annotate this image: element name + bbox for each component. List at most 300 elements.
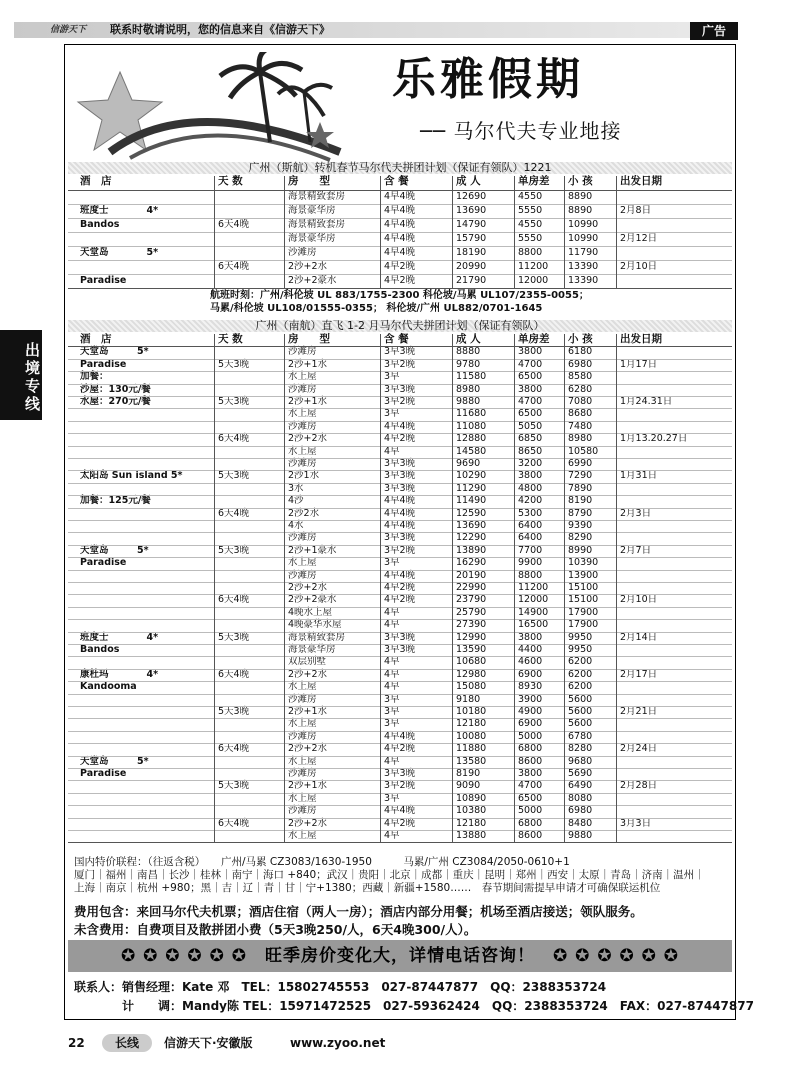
cell-room: 水上屋 <box>288 445 317 457</box>
cell-room: 双层别墅 <box>288 656 327 668</box>
row-divider <box>68 557 732 558</box>
cell-adult: 8190 <box>456 768 481 779</box>
cell-room: 4水 <box>288 520 304 531</box>
cell-child: 7480 <box>568 420 593 432</box>
table-row <box>68 669 732 681</box>
cell-meal: 4早2晚 <box>384 743 416 755</box>
cell-meal: 4早4晚 <box>384 495 416 507</box>
column-header: 酒 店 <box>80 333 112 345</box>
side-section-tab: 出境专线 <box>0 330 42 420</box>
cell-adult: 11580 <box>456 371 487 383</box>
cell-meal: 3早3晚 <box>384 458 416 469</box>
cell-adult: 14790 <box>456 219 487 230</box>
cell-days: 6天4晚 <box>218 261 250 272</box>
cell-room: 水上屋 <box>288 371 317 383</box>
cell-meal: 3早3晚 <box>384 644 416 655</box>
table-row <box>68 408 732 420</box>
cell-child: 8980 <box>568 433 593 445</box>
table-row <box>68 743 732 755</box>
cell-adult: 12590 <box>456 507 487 519</box>
cell-single: 4700 <box>518 396 543 407</box>
column-header: 出发日期 <box>620 333 662 345</box>
cell-adult: 11680 <box>456 408 487 420</box>
table-row <box>68 260 732 274</box>
cell-single: 8800 <box>518 247 543 258</box>
cell-date: 2月21日 <box>620 706 658 717</box>
row-divider <box>68 218 732 219</box>
cell-single: 6800 <box>518 743 543 755</box>
cell-adult: 10380 <box>456 805 487 817</box>
cell-adult: 11490 <box>456 495 487 507</box>
cell-meal: 4早4晚 <box>384 805 416 817</box>
cell-child: 9950 <box>568 631 593 643</box>
cell-child: 10580 <box>568 445 599 457</box>
cell-single: 12000 <box>518 594 549 606</box>
cell-single: 6500 <box>518 408 543 420</box>
cell-hotel: 天堂岛 5* <box>80 346 149 358</box>
column-divider <box>214 334 215 842</box>
cell-meal: 4早4晚 <box>384 205 416 216</box>
cell-hotel: 太阳岛 Sun island 5* <box>80 470 183 482</box>
cell-days: 6天4晚 <box>218 219 250 230</box>
row-divider <box>68 260 732 261</box>
row-divider <box>68 495 732 496</box>
table-border <box>68 288 732 289</box>
cell-meal: 3早3晚 <box>384 768 416 779</box>
cell-room: 4晚豪华水屋 <box>288 619 342 631</box>
cell-single: 5550 <box>518 233 543 244</box>
cell-adult: 13880 <box>456 830 487 841</box>
publication-logo: 信游天下 <box>50 25 87 35</box>
cell-room: 4晚水上屋 <box>288 606 333 618</box>
cell-child: 9880 <box>568 830 593 841</box>
fee-excluded: 未含费用：自费项目及散拼团小费（5天3晚250/人，6天4晚300/人）。 <box>74 922 477 937</box>
table-row <box>68 570 732 582</box>
cell-child: 8680 <box>568 408 593 420</box>
cell-room: 水上屋 <box>288 557 317 569</box>
cell-adult: 18190 <box>456 247 487 258</box>
table-row <box>68 594 732 606</box>
contact-sales: 联系人：销售经理：Kate 邓 TEL：15802745553 027-87447877 QQ：2388353724 <box>74 980 607 994</box>
table-row <box>68 433 732 445</box>
cell-meal: 4早4晚 <box>384 219 416 230</box>
cell-adult: 9690 <box>456 458 481 469</box>
cell-child: 7290 <box>568 470 593 482</box>
cell-hotel: Paradise <box>80 358 127 370</box>
cell-child: 6980 <box>568 358 593 370</box>
cell-days: 5天3晚 <box>218 470 250 482</box>
row-divider <box>68 656 732 657</box>
cell-adult: 11290 <box>456 482 487 494</box>
cell-room: 海景精致套房 <box>288 631 346 643</box>
cell-adult: 15790 <box>456 233 487 244</box>
cell-child: 5600 <box>568 706 593 717</box>
row-divider <box>68 396 732 397</box>
cell-date: 2月14日 <box>620 631 658 643</box>
column-divider <box>380 176 381 288</box>
cell-adult: 12990 <box>456 631 487 643</box>
cell-room: 沙滩房 <box>288 247 317 258</box>
tropical-logo-art <box>70 52 350 164</box>
column-divider <box>284 176 285 288</box>
table-row <box>68 446 732 458</box>
column-header: 天 数 <box>218 333 243 345</box>
cell-room: 3水 <box>288 482 304 494</box>
cell-meal: 3早3晚 <box>384 532 416 544</box>
cell-child: 5690 <box>568 768 593 779</box>
cell-single: 4700 <box>518 780 543 792</box>
cell-date: 1月17日 <box>620 358 658 370</box>
table-row <box>68 204 732 218</box>
row-divider <box>68 458 732 459</box>
cell-room: 2沙+2水 <box>288 743 328 755</box>
cell-meal: 4早 <box>384 619 400 631</box>
column-header: 含 餐 <box>384 333 409 345</box>
cell-room: 2沙+2水 <box>288 433 328 445</box>
cell-meal: 4早4晚 <box>384 730 416 742</box>
cell-room: 沙滩房 <box>288 458 317 469</box>
table-row <box>68 396 732 408</box>
row-divider <box>68 232 732 233</box>
domestic-fares-line2: 厦门｜福州｜南昌｜长沙｜桂林｜南宁｜海口 +840；武汉｜贵阳｜北京｜成都｜重庆｜昆明｜郑州｜西安｜太原｜青岛｜济南｜温州｜ <box>74 869 705 881</box>
table-row <box>68 384 732 396</box>
cell-child: 5600 <box>568 693 593 705</box>
cell-meal: 4早4晚 <box>384 569 416 581</box>
table-header <box>68 176 732 190</box>
cell-meal: 4早 <box>384 656 400 668</box>
cell-adult: 11880 <box>456 743 487 755</box>
cell-meal: 4早2晚 <box>384 261 416 272</box>
cell-room: 海景精致套房 <box>288 191 346 202</box>
cell-date: 1月13.20.27日 <box>620 433 688 445</box>
table-row <box>68 421 732 433</box>
column-header: 房 型 <box>288 333 330 345</box>
cell-meal: 3早 <box>384 408 400 420</box>
table-border <box>68 190 732 191</box>
cell-single: 6500 <box>518 792 543 804</box>
cell-child: 8080 <box>568 792 593 804</box>
row-divider <box>68 594 732 595</box>
section2-title: 广州（南航）直飞 1-2 月马尔代夫拼团计划（保证有领队） <box>68 320 732 332</box>
cell-child: 15100 <box>568 594 599 606</box>
cell-days: 5天3晚 <box>218 706 250 717</box>
table-row <box>68 632 732 644</box>
row-divider <box>68 780 732 781</box>
cell-single: 6900 <box>518 718 543 730</box>
cell-room: 海景精致套房 <box>288 219 346 230</box>
column-header: 房 型 <box>288 175 330 187</box>
table-row <box>68 731 732 743</box>
cell-room: 2沙2水 <box>288 507 320 519</box>
cell-single: 5000 <box>518 805 543 817</box>
row-divider <box>68 805 732 806</box>
cell-child: 8990 <box>568 544 593 556</box>
cell-adult: 13590 <box>456 644 487 655</box>
promo-banner: ✪ ✪ ✪ ✪ ✪ ✪ 旺季房价变化大，详情电话咨询！ ✪ ✪ ✪ ✪ ✪ ✪ <box>68 940 732 972</box>
cell-child: 6490 <box>568 780 593 792</box>
cell-room: 沙滩房 <box>288 805 317 817</box>
row-divider <box>68 274 732 275</box>
row-divider <box>68 669 732 670</box>
table-row <box>68 359 732 371</box>
cell-single: 6800 <box>518 817 543 829</box>
cell-days: 6天4晚 <box>218 507 250 519</box>
cell-child: 8480 <box>568 817 593 829</box>
cell-days: 5天3晚 <box>218 544 250 556</box>
cell-child: 8290 <box>568 532 593 544</box>
row-divider <box>68 545 732 546</box>
cell-meal: 3早3晚 <box>384 383 416 395</box>
cell-single: 12000 <box>518 275 549 286</box>
table-row <box>68 218 732 232</box>
cell-meal: 3早3晚 <box>384 482 416 494</box>
row-divider <box>68 818 732 819</box>
cell-single: 8650 <box>518 445 543 457</box>
publication-name: 信游天下·安徽版 <box>164 1036 253 1050</box>
column-header: 成 人 <box>456 333 481 345</box>
cell-child: 9390 <box>568 520 593 531</box>
table-border <box>68 842 732 843</box>
cell-meal: 4早 <box>384 606 400 618</box>
cell-child: 9680 <box>568 755 593 767</box>
row-divider <box>68 582 732 583</box>
cell-meal: 3早2晚 <box>384 396 416 407</box>
table-row <box>68 694 732 706</box>
row-divider <box>68 756 732 757</box>
cell-single: 6850 <box>518 433 543 445</box>
cell-meal: 3早3晚 <box>384 346 416 358</box>
column-header: 单房差 <box>518 175 550 187</box>
cell-hotel: Bandos <box>80 219 120 230</box>
cell-adult: 27390 <box>456 619 487 631</box>
cell-child: 6180 <box>568 346 593 358</box>
table-row <box>68 520 732 532</box>
fee-included: 费用包含：来回马尔代夫机票；酒店住宿（两人一房）；酒店内部分用餐；机场至酒店接送；领队服务。 <box>74 904 643 919</box>
website-link[interactable]: www.zyoo.net <box>290 1036 386 1050</box>
column-divider <box>616 334 617 842</box>
row-divider <box>68 793 732 794</box>
cell-child: 11790 <box>568 247 599 258</box>
cell-date: 2月3日 <box>620 507 652 519</box>
cell-child: 13900 <box>568 569 599 581</box>
cell-room: 2沙+2水 <box>288 817 328 829</box>
cell-hotel: 加餐：125元/餐 <box>80 495 151 507</box>
cell-hotel: 水屋：270元/餐 <box>80 396 151 407</box>
cell-child: 6200 <box>568 681 593 693</box>
domestic-fares-line1: 国内特价联程：（往返含税） 广州/马累 CZ3083/1630-1950 马累/广州 CZ3084/2050-0610+1 <box>74 856 570 868</box>
cell-hotel: 天堂岛 5* <box>80 247 159 258</box>
cell-days: 5天3晚 <box>218 780 250 792</box>
row-divider <box>68 483 732 484</box>
cell-single: 5300 <box>518 507 543 519</box>
cell-single: 4800 <box>518 482 543 494</box>
cell-meal: 4早4晚 <box>384 191 416 202</box>
column-header: 小 孩 <box>568 333 593 345</box>
cell-child: 6990 <box>568 458 593 469</box>
cell-meal: 4早2晚 <box>384 817 416 829</box>
row-divider <box>68 433 732 434</box>
cell-adult: 13580 <box>456 755 487 767</box>
cell-adult: 15080 <box>456 681 487 693</box>
cell-single: 5050 <box>518 420 543 432</box>
cell-room: 沙滩房 <box>288 420 317 432</box>
cell-single: 6400 <box>518 520 543 531</box>
cell-adult: 10180 <box>456 706 487 717</box>
column-header: 出发日期 <box>620 175 662 187</box>
row-divider <box>68 532 732 533</box>
cell-child: 6780 <box>568 730 593 742</box>
cell-single: 9900 <box>518 557 543 569</box>
table-row <box>68 532 732 544</box>
cell-hotel: 班度士 4* <box>80 205 159 216</box>
cell-adult: 12180 <box>456 817 487 829</box>
cell-date: 2月10日 <box>620 261 658 272</box>
cell-hotel: 沙屋：130元/餐 <box>80 383 151 395</box>
table-row <box>68 346 732 358</box>
row-divider <box>68 731 732 732</box>
row-divider <box>68 743 732 744</box>
cell-child: 13390 <box>568 261 599 272</box>
cell-single: 3800 <box>518 383 543 395</box>
cell-room: 水上屋 <box>288 681 317 693</box>
column-divider <box>284 334 285 842</box>
cell-adult: 12690 <box>456 191 487 202</box>
ad-tag: 广告 <box>690 22 738 40</box>
cell-child: 6200 <box>568 668 593 680</box>
column-header: 酒 店 <box>80 175 112 187</box>
column-divider <box>214 176 215 288</box>
cell-meal: 3早 <box>384 706 400 717</box>
row-divider <box>68 408 732 409</box>
cell-adult: 22990 <box>456 582 487 593</box>
header-notice: 联系时敬请说明，您的信息来自《信游天下》 <box>110 23 330 36</box>
cell-child: 6280 <box>568 383 593 395</box>
cell-date: 2月10日 <box>620 594 658 606</box>
table-row <box>68 619 732 631</box>
table-row <box>68 190 732 204</box>
row-divider <box>68 508 732 509</box>
flight-schedule-2: 马累/科伦坡 UL108/01555-0355； 科伦坡/广州 UL882/0701-1645 <box>210 303 543 314</box>
cell-adult: 10680 <box>456 656 487 668</box>
cell-meal: 3早3晚 <box>384 470 416 482</box>
cell-child: 17900 <box>568 619 599 631</box>
cell-adult: 13690 <box>456 205 487 216</box>
cell-single: 4400 <box>518 644 543 655</box>
cell-single: 8800 <box>518 569 543 581</box>
cell-date: 2月12日 <box>620 233 658 244</box>
cell-adult: 12180 <box>456 718 487 730</box>
cell-room: 水上屋 <box>288 408 317 420</box>
cell-single: 3900 <box>518 693 543 705</box>
table-row <box>68 545 732 557</box>
cell-adult: 10290 <box>456 470 487 482</box>
cell-hotel: 加餐： <box>80 371 109 383</box>
cell-meal: 3早 <box>384 792 400 804</box>
row-divider <box>68 619 732 620</box>
cell-room: 沙滩房 <box>288 693 317 705</box>
cell-date: 2月7日 <box>620 544 652 556</box>
cell-room: 沙滩房 <box>288 383 317 395</box>
row-divider <box>68 706 732 707</box>
row-divider <box>68 520 732 521</box>
cell-room: 2沙+1豪水 <box>288 544 337 556</box>
cell-hotel: 班度士 4* <box>80 631 159 643</box>
cell-adult: 23790 <box>456 594 487 606</box>
table-border <box>68 346 732 347</box>
brand-tagline: ── 马尔代夫专业地接 <box>420 119 622 143</box>
cell-date: 2月24日 <box>620 743 658 755</box>
cell-meal: 4早 <box>384 755 400 767</box>
cell-adult: 16290 <box>456 557 487 569</box>
cell-meal: 4早 <box>384 668 400 680</box>
cell-single: 3800 <box>518 768 543 779</box>
cell-date: 3月3日 <box>620 817 652 829</box>
cell-days: 6天4晚 <box>218 817 250 829</box>
cell-hotel: 天堂岛 5* <box>80 544 149 556</box>
table-row <box>68 756 732 768</box>
cell-adult: 9180 <box>456 693 481 705</box>
row-divider <box>68 694 732 695</box>
column-divider <box>514 334 515 842</box>
cell-days: 6天4晚 <box>218 668 250 680</box>
cell-single: 4900 <box>518 706 543 717</box>
cell-child: 8190 <box>568 495 593 507</box>
cell-meal: 3早 <box>384 557 400 569</box>
cell-room: 海景豪华房 <box>288 205 336 216</box>
cell-adult: 20990 <box>456 261 487 272</box>
cell-room: 2沙+2豪水 <box>288 275 337 286</box>
cell-meal: 4早 <box>384 445 400 457</box>
cell-adult: 11080 <box>456 420 487 432</box>
cell-hotel: Paradise <box>80 557 127 569</box>
table-row <box>68 458 732 470</box>
table-row <box>68 483 732 495</box>
cell-child: 10990 <box>568 233 599 244</box>
row-divider <box>68 204 732 205</box>
row-divider <box>68 570 732 571</box>
table-row <box>68 681 732 693</box>
cell-hotel: 天堂岛 5* <box>80 755 149 767</box>
cell-adult: 10080 <box>456 730 487 742</box>
cell-single: 8930 <box>518 681 543 693</box>
page-number: 22 <box>68 1036 85 1050</box>
table-row <box>68 656 732 668</box>
cell-child: 6200 <box>568 656 593 668</box>
cell-child: 9950 <box>568 644 593 655</box>
cell-single: 5000 <box>518 730 543 742</box>
flight-schedule-1: 航班时刻：广州/科伦坡 UL 883/1755-2300 科伦坡/马累 UL107/2355-0055； <box>210 290 589 301</box>
cell-hotel: Paradise <box>80 275 127 286</box>
cell-child: 8580 <box>568 371 593 383</box>
header <box>0 0 800 40</box>
cell-adult: 9780 <box>456 358 481 370</box>
cell-single: 3800 <box>518 470 543 482</box>
cell-room: 2沙+2水 <box>288 582 328 593</box>
cell-adult: 12290 <box>456 532 487 544</box>
cell-meal: 3早2晚 <box>384 780 416 792</box>
cell-room: 2沙+1水 <box>288 706 328 717</box>
cell-single: 6400 <box>518 532 543 544</box>
cell-days: 5天3晚 <box>218 358 250 370</box>
cell-single: 7700 <box>518 544 543 556</box>
cell-single: 4550 <box>518 219 543 230</box>
cell-single: 4700 <box>518 358 543 370</box>
cell-room: 沙滩房 <box>288 569 317 581</box>
cell-room: 2沙+1水 <box>288 396 328 407</box>
cell-meal: 4早2晚 <box>384 275 416 286</box>
column-header: 小 孩 <box>568 175 593 187</box>
cell-single: 14900 <box>518 606 549 618</box>
